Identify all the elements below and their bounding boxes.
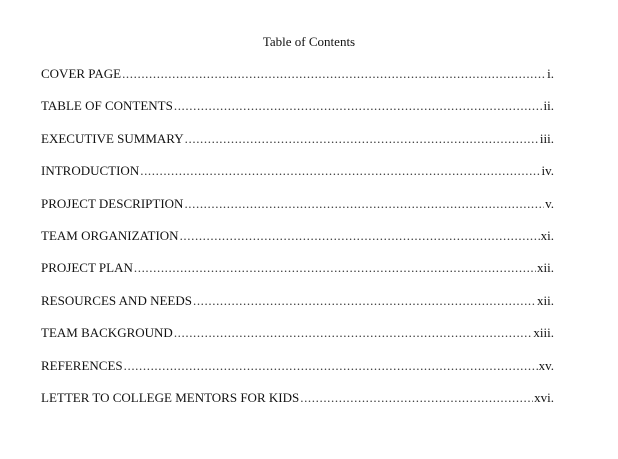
toc-entry bbox=[41, 228, 554, 260]
toc-entry-page: ii. bbox=[543, 98, 554, 114]
toc-entry-label: TEAM BACKGROUND bbox=[41, 325, 173, 341]
toc-entry-label: RESOURCES AND NEEDS bbox=[41, 292, 192, 308]
toc-dot-leader bbox=[140, 163, 540, 179]
toc-entry bbox=[41, 358, 554, 390]
toc-entry-page: xii. bbox=[537, 292, 554, 308]
toc-dot-leader bbox=[174, 325, 533, 341]
toc-entry-label: TEAM ORGANIZATION bbox=[41, 227, 179, 243]
toc-dot-leader bbox=[180, 228, 540, 244]
toc-dot-leader bbox=[184, 196, 544, 212]
toc-entry bbox=[41, 293, 554, 325]
toc-dot-leader bbox=[124, 358, 538, 374]
toc-entry bbox=[41, 66, 554, 98]
toc-entry-page: xiii. bbox=[533, 325, 554, 341]
toc-entry bbox=[41, 325, 554, 357]
toc-entry-page: v. bbox=[545, 195, 554, 211]
toc-entry-label: LETTER TO COLLEGE MENTORS FOR KIDS bbox=[41, 389, 300, 405]
toc-entry-page: iii. bbox=[539, 130, 554, 146]
toc-entry bbox=[41, 163, 554, 195]
toc-entry-page: xvi. bbox=[534, 389, 554, 405]
toc-dot-leader bbox=[174, 98, 543, 114]
toc-entry bbox=[41, 196, 554, 228]
toc-dot-leader bbox=[185, 131, 539, 147]
toc-entry-page: xv. bbox=[538, 357, 554, 373]
toc-entry bbox=[41, 260, 554, 292]
toc-entry-label: REFERENCES bbox=[41, 357, 123, 373]
toc-entry-label: PROJECT DESCRIPTION bbox=[41, 195, 184, 211]
toc-dot-leader bbox=[134, 260, 536, 276]
toc-entry-page: i. bbox=[547, 66, 554, 81]
toc-list bbox=[41, 66, 554, 422]
toc-entry-label: INTRODUCTION bbox=[41, 163, 140, 179]
toc-entry-page: xi. bbox=[540, 227, 554, 243]
toc-entry bbox=[41, 98, 554, 130]
toc-title: Table of Contents bbox=[262, 34, 356, 49]
toc-entry-label: TABLE OF CONTENTS bbox=[41, 98, 173, 114]
toc-entry-page: xii. bbox=[537, 260, 554, 276]
toc-entry-label: COVER PAGE bbox=[41, 66, 122, 81]
toc-entry-page: iv. bbox=[541, 163, 554, 179]
toc-entry-label: EXECUTIVE SUMMARY bbox=[41, 130, 184, 146]
toc-dot-leader bbox=[193, 293, 536, 309]
toc-entry-label: PROJECT PLAN bbox=[41, 260, 133, 276]
toc-entry bbox=[41, 131, 554, 163]
toc-entry bbox=[41, 390, 554, 422]
toc-dot-leader bbox=[122, 66, 546, 82]
toc-dot-leader bbox=[300, 390, 533, 406]
